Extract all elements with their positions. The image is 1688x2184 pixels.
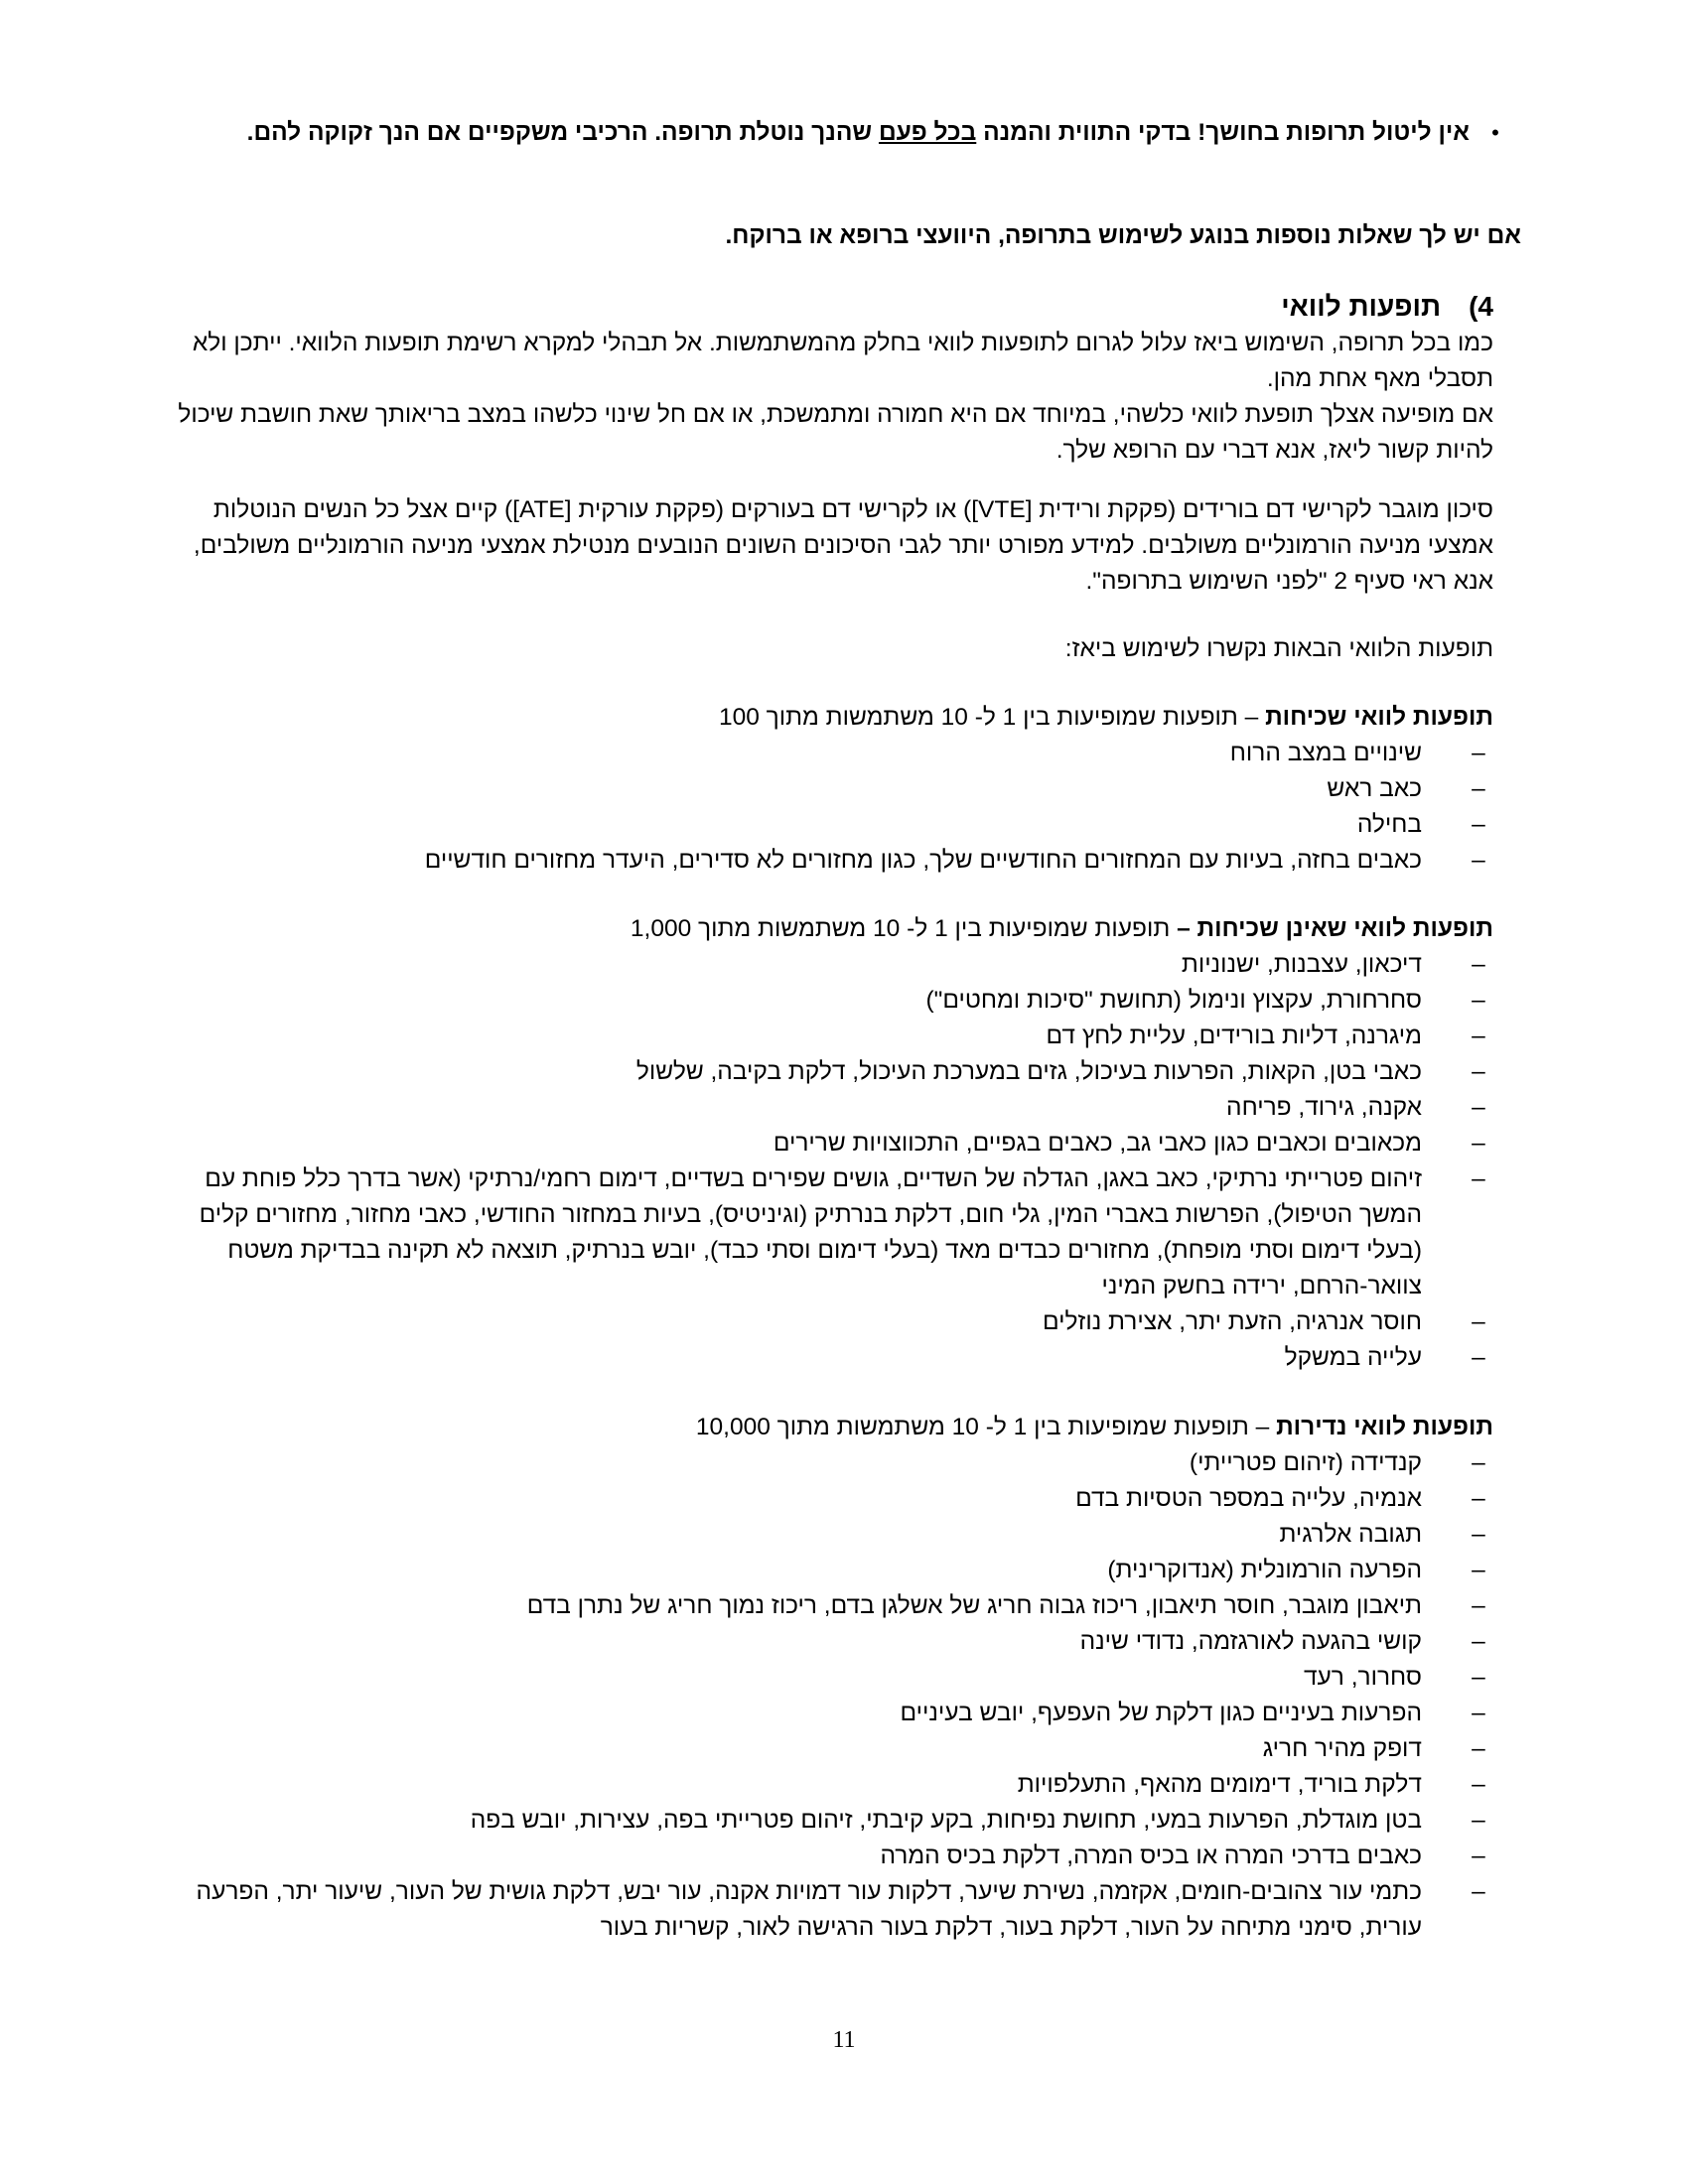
list-item: – עלייה במשקל — [171, 1340, 1493, 1376]
intro-paragraph-1: כמו בכל תרופה, השימוש ביאז עלול לגרום לתופעות לוואי בחלק מהמשתמשות. אל תבהלי למקרא רשימת תופעות הלוואי. ייתכן ולא תסבלי מאף אחת מהן. — [192, 330, 1493, 392]
list-intro: תופעות הלוואי הבאות נקשרו לשימוש ביאז: — [1064, 635, 1493, 662]
list-item: – כאב ראש — [171, 771, 1493, 807]
dash-icon: – — [1472, 1165, 1485, 1192]
list-item: – קושי בהגעה לאורגזמה, נדודי שינה — [171, 1624, 1493, 1660]
dash-icon: – — [1472, 1878, 1485, 1905]
list-item: – סחרחורת, עקצוץ ונימול (תחושת "סיכות ומחטים") — [171, 983, 1493, 1019]
list-item: – אקנה, גירוד, פריחה — [171, 1090, 1493, 1126]
list-item: – מכאובים וכאבים כגון כאבי גב, כאבים בגפיים, התכווצויות שרירים — [171, 1126, 1493, 1161]
list-item: – תגובה אלרגית — [171, 1517, 1493, 1553]
dash-icon: – — [1472, 951, 1485, 978]
dash-icon: – — [1472, 1664, 1485, 1691]
uncommon-effects-list — [171, 947, 1493, 1376]
list-item: – כאבי בטן, הקאות, הפרעות בעיכול, גזים במערכת העיכול, דלקת בקיבה, שלשול — [171, 1054, 1493, 1090]
dash-icon: – — [1472, 1807, 1485, 1834]
intro-paragraph-2: אם מופיעה אצלך תופעת לוואי כלשהי, במיוחד אם היא חמורה ומתמשכת, או אם חל שינוי כלשהו במצב בריאותך שאת חושבת שיכול להיות קשור ליאז, אנא דברי עם הרופא שלך. — [178, 401, 1493, 464]
section-heading — [1281, 288, 1493, 326]
rare-effects-section — [171, 1410, 1493, 1946]
common-effects-heading — [171, 700, 1493, 736]
rare-effects-list — [171, 1445, 1493, 1946]
dash-icon: – — [1472, 1449, 1485, 1476]
list-item: – כאבים בדרכי המרה או בכיס המרה, דלקת בכיס המרה — [171, 1839, 1493, 1874]
list-item: – כתמי עור צהובים-חומים, אקזמה, נשירת שיער, דלקות עור דמויות אקנה, עור יבש, דלקת גושית של העור, שיעור יתר, הפרעה עורית, סימני מתיחה על העור, דלקת בעור, דלקת בעור הרגישה לאור, קשריות בעור — [171, 1874, 1493, 1946]
list-item: – דופק מהיר חריג — [171, 1731, 1493, 1767]
dash-icon: – — [1472, 847, 1485, 874]
list-item: – בטן מוגדלת, הפרעות במעי, תחושת נפיחות, בקע קיבתי, זיהום פטרייתי בפה, עצירות, יובש בפה — [171, 1803, 1493, 1839]
dash-icon: – — [1472, 1771, 1485, 1798]
warning-text-part1: אין ליטול תרופות בחושך! בדקי התווית והמנה — [976, 119, 1470, 146]
uncommon-effects-heading — [171, 911, 1493, 947]
dash-icon: – — [1472, 811, 1485, 838]
rare-effects-heading — [171, 1410, 1493, 1445]
list-item: – דיכאון, עצבנות, ישנוניות — [171, 947, 1493, 983]
list-item: – הפרעות בעיניים כגון דלקת של העפעף, יובש בעיניים — [171, 1696, 1493, 1731]
uncommon-effects-desc: תופעות שמופיעות בין 1 ל- 10 משתמשות מתוך 1,000 — [630, 915, 1178, 942]
rare-effects-desc: – תופעות שמופיעות בין 1 ל- 10 משתמשות מתוך 10,000 — [695, 1414, 1277, 1440]
dash-icon: – — [1472, 1308, 1485, 1335]
common-effects-desc: – תופעות שמופיעות בין 1 ל- 10 משתמשות מתוך 100 — [718, 704, 1266, 731]
list-item: – כאבים בחזה, בעיות עם המחזורים החודשיים שלך, כגון מחזורים לא סדירים, היעדר מחזורים חודשיים — [171, 843, 1493, 879]
warning-text — [171, 115, 1470, 151]
uncommon-effects-label: תופעות לוואי שאינן שכיחות – — [1177, 915, 1493, 942]
dash-icon: – — [1472, 1058, 1485, 1085]
intro-block — [171, 326, 1493, 469]
list-item: – זיהום פטרייתי נרתיקי, כאב באגן, הגדלה של השדיים, גושים שפירים בשדיים, דימום רחמי/נרתיקי (אשר בדרך כלל פוחת עם המשך הטיפול), הפרשות באברי המין, גלי חום, דלקת בנרתיק (וגיניטיס), בעיות במחזור החודשי, כאבי מחזור, מחזורים קלים (בעלי דימום וסתי מופחת), מחזורים כבדים מאד (בעלי דימום וסתי כבד), יובש בנרתיק, תוצאה לא תקינה בבדיקת משטח צוואר-הרחם, ירידה בחשק המיני — [171, 1161, 1493, 1304]
dash-icon: – — [1472, 1485, 1485, 1512]
list-item: – בחילה — [171, 807, 1493, 843]
list-item: – סחרור, רעד — [171, 1660, 1493, 1696]
section-title: תופעות לוואי — [1281, 291, 1442, 322]
list-item: – דלקת בוריד, דימומים מהאף, התעלפויות — [171, 1767, 1493, 1803]
list-item: – הפרעה הורמונלית (אנדוקרינית) — [171, 1553, 1493, 1588]
dash-icon: – — [1472, 1094, 1485, 1121]
bullet-icon: • — [1491, 120, 1499, 145]
uncommon-effects-section — [171, 911, 1493, 1376]
dash-icon: – — [1472, 1700, 1485, 1726]
dash-icon: – — [1472, 987, 1485, 1014]
dash-icon: – — [1472, 1843, 1485, 1869]
common-effects-label: תופעות לוואי שכיחות — [1265, 704, 1493, 731]
risk-paragraph: סיכון מוגבר לקרישי דם בורידים (פקקת ורידית [VTE]) או לקרישי דם בעורקים (פקקת עורקית [ATE]) קיים אצל כל הנשים הנוטלות אמצעי מניעה הורמונליים משולבים. למידע מפורט יותר לגבי הסיכונים השונים הנובעים מנטילת אמצעי מניעה הורמונליים משולבים, אנא ראי סעיף 2 "לפני השימוש בתרופה". — [193, 496, 1493, 595]
dash-icon: – — [1472, 775, 1485, 802]
dash-icon: – — [1472, 1557, 1485, 1583]
dash-icon: – — [1472, 1521, 1485, 1548]
list-item: – שינויים במצב הרוח — [171, 736, 1493, 771]
rare-effects-label: תופעות לוואי נדירות — [1276, 1414, 1493, 1440]
list-item: – מיגרנה, דליות בורידים, עליית לחץ דם — [171, 1019, 1493, 1054]
list-item: – אנמיה, עלייה במספר הטסיות בדם — [171, 1481, 1493, 1517]
list-item: – חוסר אנרגיה, הזעת יתר, אצירת נוזלים — [171, 1304, 1493, 1340]
page-number: 11 — [832, 2027, 856, 2053]
question-note: אם יש לך שאלות נוספות בנוגע לשימוש בתרופה, היוועצי ברופא או ברוקח. — [725, 222, 1521, 249]
list-item: – קנדידה (זיהום פטרייתי) — [171, 1445, 1493, 1481]
dash-icon: – — [1472, 1130, 1485, 1157]
section-number: 4) — [1469, 291, 1493, 322]
dash-icon: – — [1472, 1628, 1485, 1655]
warning-text-underlined: בכל פעם — [878, 119, 977, 146]
common-effects-list — [171, 736, 1493, 879]
list-item: – תיאבון מוגבר, חוסר תיאבון, ריכוז גבוה חריג של אשלגן בדם, ריכוז נמוך חריג של נתרן בדם — [171, 1588, 1493, 1624]
dash-icon: – — [1472, 1592, 1485, 1619]
dash-icon: – — [1472, 1023, 1485, 1049]
dash-icon: – — [1472, 740, 1485, 766]
warning-bullet — [171, 115, 1521, 151]
warning-text-part2: שהנך נוטלת תרופה. הרכיבי משקפיים אם הנך זקוקה להם. — [246, 119, 879, 146]
dash-icon: – — [1472, 1344, 1485, 1371]
common-effects-section — [171, 700, 1493, 879]
dash-icon: – — [1472, 1735, 1485, 1762]
